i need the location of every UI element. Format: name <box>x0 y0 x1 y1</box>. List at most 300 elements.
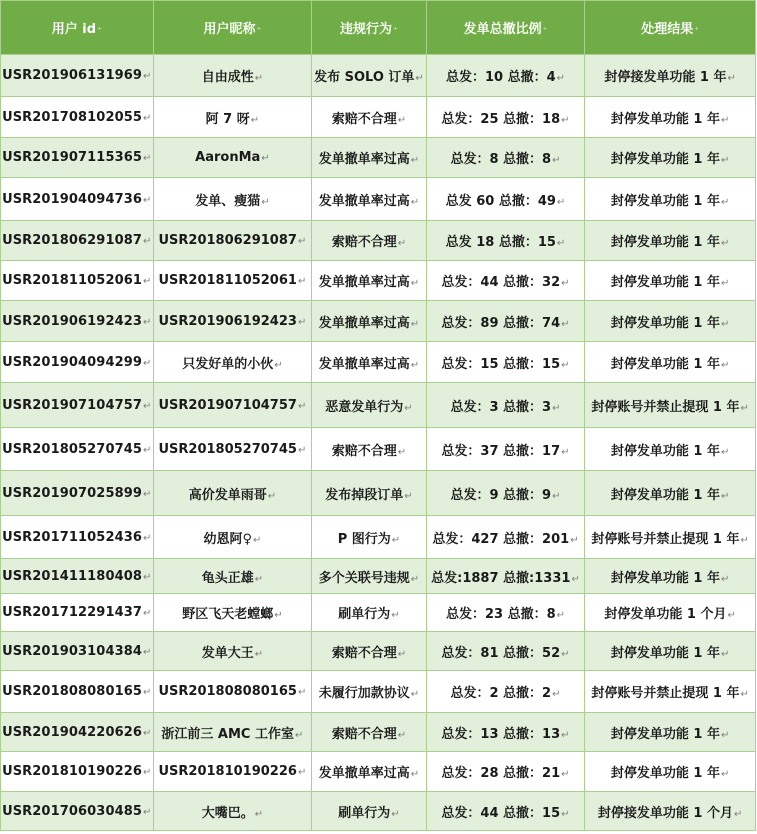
paragraph-mark-icon: ↵ <box>740 689 749 700</box>
paragraph-mark-icon: ↵ <box>410 359 420 371</box>
cell-violation[interactable] <box>312 559 426 594</box>
cell-result[interactable] <box>585 138 756 178</box>
cell-ratio[interactable] <box>426 178 585 221</box>
cell-ratio-text: 总发：81 总撤：52 <box>441 645 561 661</box>
paragraph-mark-icon: ↵ <box>143 444 152 456</box>
paragraph-mark-icon: ↵ <box>561 318 570 330</box>
cell-nickname[interactable] <box>153 138 312 178</box>
cell-nickname[interactable] <box>153 713 312 752</box>
paragraph-mark-icon: ↵ <box>143 153 152 164</box>
paragraph-mark-icon: ↵ <box>261 153 270 164</box>
cell-result-text: 封停发单功能 1 年 <box>610 152 720 167</box>
paragraph-mark-icon: ↵ <box>556 196 566 208</box>
paragraph-mark-icon: ↵ <box>556 610 566 621</box>
paragraph-mark-icon: ↵ <box>143 571 152 583</box>
cell-result[interactable] <box>585 713 756 752</box>
paragraph-mark-icon: ↵ <box>143 727 152 739</box>
cell-violation[interactable] <box>312 97 426 138</box>
cell-nickname-text: 浙江前三 AMC 工作室 <box>161 726 294 742</box>
cell-user-id[interactable] <box>1 138 154 178</box>
paragraph-mark-icon: ↵ <box>570 534 579 546</box>
cell-violation-text: 恶意发单行为 <box>325 399 404 415</box>
paragraph-mark-icon: ↵ <box>274 359 283 371</box>
paragraph-mark-icon: ↵ <box>297 687 307 698</box>
cell-ratio[interactable] <box>426 559 585 594</box>
paragraph-mark-icon: ↵ <box>297 316 307 328</box>
cell-result-text: 封停发单功能 1 个月 <box>604 607 727 622</box>
paragraph-mark-icon: ↵ <box>297 444 307 456</box>
cell-violation-text: 索赔不合理 <box>331 235 397 250</box>
cell-result-text: 封停发单功能 1 年 <box>610 443 720 459</box>
paragraph-mark-icon: ↵ <box>143 357 152 369</box>
paragraph-mark-icon: ↵ <box>297 767 307 778</box>
cell-result[interactable] <box>585 261 756 301</box>
cell-user-id-text: USR201906192423 <box>2 313 143 329</box>
header-violation: 违规行为⁺ <box>312 1 426 55</box>
cell-user-id[interactable] <box>1 301 154 342</box>
paragraph-mark-icon: ↵ <box>552 155 561 166</box>
cell-result-text: 封停发单功能 1 年 <box>610 570 720 586</box>
paragraph-mark-icon: ↵ <box>143 806 152 818</box>
paragraph-mark-icon: ↵ <box>561 808 570 820</box>
paragraph-mark-icon: ↵ <box>561 278 570 289</box>
paragraph-mark-icon: ↵ <box>561 446 570 458</box>
paragraph-mark-icon: ↵ <box>721 155 730 166</box>
cell-ratio[interactable] <box>426 301 585 342</box>
paragraph-mark-icon: ↵ <box>397 648 407 660</box>
cell-user-id-text: USR201904094299 <box>2 354 143 370</box>
cell-violation-text: 发单撤单率过高 <box>318 315 410 331</box>
paragraph-mark-icon: ↵ <box>143 608 152 619</box>
paragraph-mark-icon: ↵ <box>561 648 570 660</box>
cell-violation[interactable] <box>312 752 426 792</box>
paragraph-mark-icon: ↵ <box>410 155 420 166</box>
paragraph-mark-icon: ↵ <box>561 114 570 126</box>
cell-nickname[interactable] <box>153 594 312 632</box>
cell-user-id-text: USR201712291437 <box>2 605 143 620</box>
paragraph-mark-icon: ↵ <box>721 446 730 458</box>
paragraph-mark-icon: ↵ <box>252 534 262 546</box>
cell-result-text: 封停账号并禁止提现 1 年 <box>591 399 740 415</box>
paragraph-mark-icon: ↵ <box>143 646 152 658</box>
cell-ratio[interactable] <box>426 428 585 471</box>
cell-violation[interactable] <box>312 471 426 516</box>
cell-violation[interactable] <box>312 632 426 671</box>
cell-violation[interactable] <box>312 342 426 383</box>
cell-user-id-text: USR201906131969 <box>2 68 143 83</box>
cell-nickname[interactable] <box>153 752 312 792</box>
header-nickname: 用户昵称⁺ <box>153 1 312 55</box>
cell-nickname[interactable] <box>153 632 312 671</box>
cell-result[interactable] <box>585 516 756 559</box>
paragraph-mark-icon: ↵ <box>410 689 420 700</box>
cell-nickname-text: 发单大王 <box>201 645 254 661</box>
cell-result-text: 封停接发单功能 1 年 <box>604 70 727 85</box>
paragraph-mark-icon: ↵ <box>721 278 730 289</box>
paragraph-mark-icon: ↵ <box>561 769 570 780</box>
paragraph-mark-icon: ↵ <box>143 71 152 82</box>
cell-ratio-text: 总发：44 总撤：15 <box>441 805 561 821</box>
cell-nickname-text: 龟头正雄 <box>201 570 254 586</box>
paragraph-mark-icon: ↵ <box>391 808 400 820</box>
cell-violation[interactable] <box>312 138 426 178</box>
paragraph-mark-icon: ↵ <box>391 610 400 621</box>
cell-user-id[interactable] <box>1 594 154 632</box>
cell-ratio[interactable] <box>426 516 585 559</box>
paragraph-mark-icon: ↵ <box>721 318 730 330</box>
table-row <box>1 632 756 671</box>
cell-user-id[interactable] <box>1 792 154 831</box>
cell-nickname[interactable] <box>153 792 312 831</box>
cell-ratio-text: 总发：13 总撤：13 <box>441 726 561 742</box>
cell-ratio-text: 总发：2 总撤：2 <box>450 686 552 701</box>
cell-ratio-text: 总发 18 总撤：15 <box>445 235 556 250</box>
cell-result[interactable] <box>585 428 756 471</box>
cell-violation-text: 发单撤单率过高 <box>318 766 410 781</box>
cell-result[interactable] <box>585 342 756 383</box>
cell-result-text: 封停发单功能 1 年 <box>610 111 720 127</box>
cell-user-id[interactable] <box>1 516 154 559</box>
paragraph-mark-icon: ↵ <box>143 400 152 412</box>
cell-violation[interactable] <box>312 301 426 342</box>
cell-ratio[interactable] <box>426 671 585 713</box>
cell-nickname-text: 野区飞天老螳螂 <box>182 607 274 622</box>
cell-user-id[interactable] <box>1 342 154 383</box>
cell-violation-text: 索赔不合理 <box>331 111 397 127</box>
cell-ratio-text: 总发：10 总撤：4 <box>445 70 556 85</box>
cell-nickname[interactable] <box>153 516 312 559</box>
cell-nickname[interactable] <box>153 428 312 471</box>
cell-user-id-text: USR201904220626 <box>2 724 143 740</box>
cell-violation[interactable] <box>312 792 426 831</box>
paragraph-mark-icon: ↵ <box>721 729 730 741</box>
cell-nickname-text: USR201808080165 <box>158 684 297 699</box>
cell-violation-text: 索赔不合理 <box>331 726 397 742</box>
paragraph-mark-icon: ↵ <box>721 359 730 371</box>
cell-result-text: 封停发单功能 1 年 <box>610 726 720 742</box>
cell-nickname[interactable] <box>153 261 312 301</box>
cell-violation-text: 发单撤单率过高 <box>318 193 410 209</box>
cell-user-id-text: USR201904094736 <box>2 191 143 207</box>
cell-ratio[interactable] <box>426 713 585 752</box>
paragraph-mark-icon: ↵ <box>397 729 407 741</box>
paragraph-mark-icon: ↵ <box>404 402 413 414</box>
cell-nickname[interactable] <box>153 178 312 221</box>
cell-ratio[interactable] <box>426 138 585 178</box>
table-row <box>1 97 756 138</box>
paragraph-mark-icon: ↵ <box>267 490 277 502</box>
table-row <box>1 792 756 831</box>
paragraph-mark-icon: ↵ <box>410 769 420 780</box>
header-user-id: 用户 id⁺ <box>1 1 154 55</box>
paragraph-mark-icon: ↵ <box>254 808 264 820</box>
paragraph-mark-icon: ↵ <box>410 196 420 208</box>
cell-user-id-text: USR201808080165 <box>2 684 143 699</box>
paragraph-mark-icon: ↵ <box>297 276 307 287</box>
paragraph-mark-icon: ↵ <box>397 114 407 126</box>
cell-result[interactable] <box>585 632 756 671</box>
cell-nickname[interactable] <box>153 342 312 383</box>
table-row <box>1 428 756 471</box>
cell-result-text: 封停发单功能 1 年 <box>610 356 720 372</box>
cell-user-id[interactable] <box>1 471 154 516</box>
cell-nickname[interactable] <box>153 55 312 97</box>
cell-violation-text: 发布 SOLO 订单 <box>314 70 415 85</box>
paragraph-mark-icon: ↵ <box>552 689 561 700</box>
cell-user-id[interactable] <box>1 428 154 471</box>
cell-user-id[interactable] <box>1 261 154 301</box>
paragraph-mark-icon: ↵ <box>295 729 304 741</box>
cell-ratio-text: 总发 60 总撤：49 <box>445 193 556 209</box>
cell-violation[interactable] <box>312 55 426 97</box>
table-row <box>1 55 756 97</box>
cell-violation-text: P 图行为 <box>337 531 391 547</box>
cell-user-id-text: USR201907025899 <box>2 485 143 501</box>
paragraph-mark-icon: ↵ <box>721 573 730 585</box>
cell-violation[interactable] <box>312 671 426 713</box>
cell-nickname-text: USR201810190226 <box>158 764 297 779</box>
paragraph-mark-icon: ↵ <box>561 729 570 741</box>
cell-violation-text: 发单撤单率过高 <box>318 356 410 372</box>
cell-user-id[interactable] <box>1 752 154 792</box>
paragraph-mark-icon: ↵ <box>410 278 420 289</box>
paragraph-mark-icon: ↵ <box>143 532 152 544</box>
cell-user-id[interactable] <box>1 55 154 97</box>
table-body <box>1 55 756 831</box>
cell-result[interactable] <box>585 594 756 632</box>
table-row <box>1 516 756 559</box>
cell-result-text: 封停发单功能 1 年 <box>610 193 720 209</box>
cell-result[interactable] <box>585 383 756 428</box>
cell-nickname[interactable] <box>153 671 312 713</box>
cell-nickname-text: 高价发单雨哥 <box>188 487 267 503</box>
cell-nickname[interactable] <box>153 97 312 138</box>
paragraph-mark-icon: ↵ <box>397 238 407 249</box>
cell-result[interactable] <box>585 471 756 516</box>
cell-nickname[interactable] <box>153 559 312 594</box>
paragraph-mark-icon: ↵ <box>734 808 743 820</box>
cell-nickname-text: USR201805270745 <box>158 441 297 457</box>
paragraph-mark-icon: ↵ <box>297 236 307 247</box>
cell-user-id-text: USR201903104384 <box>2 643 143 659</box>
paragraph-mark-icon: ↵ <box>410 318 420 330</box>
cell-violation-text: 发单撤单率过高 <box>318 152 410 167</box>
table-row <box>1 671 756 713</box>
paragraph-mark-icon: ↵ <box>143 767 152 778</box>
paragraph-mark-icon: ↵ <box>410 573 420 585</box>
table-row <box>1 301 756 342</box>
cell-user-id[interactable] <box>1 713 154 752</box>
cell-ratio-text: 总发：37 总撤：17 <box>441 443 561 459</box>
paragraph-mark-icon: ↵ <box>552 402 561 414</box>
cell-ratio[interactable] <box>426 471 585 516</box>
paragraph-mark-icon: ↵ <box>143 194 152 206</box>
table-row <box>1 713 756 752</box>
cell-violation[interactable] <box>312 261 426 301</box>
cell-ratio-text: 总发：427 总撤：201 <box>432 531 570 547</box>
cell-result[interactable] <box>585 559 756 594</box>
cell-user-id[interactable] <box>1 671 154 713</box>
paragraph-mark-icon: ↵ <box>143 276 152 287</box>
cell-ratio[interactable] <box>426 752 585 792</box>
cell-nickname[interactable] <box>153 221 312 261</box>
table-row <box>1 342 756 383</box>
cell-result-text: 封停发单功能 1 年 <box>610 766 720 781</box>
paragraph-mark-icon: ↵ <box>297 400 307 412</box>
cell-user-id[interactable] <box>1 383 154 428</box>
paragraph-mark-icon: ↵ <box>415 73 424 84</box>
cell-violation[interactable] <box>312 713 426 752</box>
cell-ratio[interactable] <box>426 594 585 632</box>
cell-user-id-text: USR201811052061 <box>2 273 143 288</box>
cell-ratio-text: 总发:1887 总撤:1331 <box>431 570 571 586</box>
cell-ratio[interactable] <box>426 383 585 428</box>
cell-violation-text: 索赔不合理 <box>331 443 397 459</box>
cell-violation-text: 发单撤单率过高 <box>318 275 410 290</box>
cell-user-id-text: USR201706030485 <box>2 803 143 819</box>
cell-ratio-text: 总发：25 总撤：18 <box>441 111 561 127</box>
cell-nickname[interactable] <box>153 383 312 428</box>
paragraph-mark-icon: ↵ <box>571 573 580 585</box>
cell-ratio[interactable] <box>426 261 585 301</box>
cell-violation-text: 未履行加款协议 <box>318 686 410 701</box>
cell-violation[interactable] <box>312 428 426 471</box>
cell-result-text: 封停账号并禁止提现 1 年 <box>591 686 740 701</box>
paragraph-mark-icon: ↵ <box>254 573 264 585</box>
cell-violation-text: 刷单行为 <box>338 805 391 821</box>
cell-ratio[interactable] <box>426 97 585 138</box>
cell-nickname-text: USR201907104757 <box>158 397 297 413</box>
paragraph-mark-icon: ↵ <box>556 238 566 249</box>
cell-nickname-text: 只发好单的小伙 <box>182 356 274 372</box>
paragraph-mark-icon: ↵ <box>404 490 413 502</box>
cell-nickname-text: USR201906192423 <box>158 313 297 329</box>
cell-ratio[interactable] <box>426 632 585 671</box>
cell-ratio[interactable] <box>426 792 585 831</box>
paragraph-mark-icon: ↵ <box>721 196 730 208</box>
paragraph-mark-icon: ↵ <box>254 73 264 84</box>
cell-user-id-text: USR201411180408 <box>2 568 143 584</box>
table-row <box>1 383 756 428</box>
paragraph-mark-icon: ↵ <box>143 687 152 698</box>
cell-result[interactable] <box>585 792 756 831</box>
cell-user-id-text: USR201810190226 <box>2 764 143 779</box>
paragraph-mark-icon: ↵ <box>721 238 730 249</box>
cell-violation-text: 索赔不合理 <box>331 645 397 661</box>
cell-nickname-text: 大嘴巴。 <box>201 805 254 821</box>
cell-result[interactable] <box>585 752 756 792</box>
paragraph-mark-icon: ↵ <box>721 490 730 502</box>
cell-ratio[interactable] <box>426 55 585 97</box>
cell-result[interactable] <box>585 97 756 138</box>
paragraph-mark-icon: ↵ <box>143 316 152 328</box>
cell-violation-text: 刷单行为 <box>338 607 391 622</box>
cell-result-text: 封停接发单功能 1 个月 <box>597 805 733 821</box>
cell-result-text: 封停账号并禁止提现 1 年 <box>591 531 740 547</box>
paragraph-mark-icon: ↵ <box>721 769 730 780</box>
table-row <box>1 261 756 301</box>
paragraph-mark-icon: ↵ <box>254 648 264 660</box>
table-row <box>1 138 756 178</box>
header-ratio: 发单总撤比例⁺ <box>426 1 585 55</box>
paragraph-mark-icon: ↵ <box>721 114 730 126</box>
cell-user-id-text: USR201805270745 <box>2 441 143 457</box>
cell-user-id[interactable] <box>1 632 154 671</box>
cell-ratio[interactable] <box>426 342 585 383</box>
cell-user-id[interactable] <box>1 97 154 138</box>
table-row <box>1 559 756 594</box>
cell-result[interactable] <box>585 671 756 713</box>
table-row <box>1 178 756 221</box>
paragraph-mark-icon: ↵ <box>143 112 152 124</box>
cell-user-id[interactable] <box>1 221 154 261</box>
paragraph-mark-icon: ↵ <box>556 73 566 84</box>
paragraph-mark-icon: ↵ <box>261 196 270 208</box>
paragraph-mark-icon: ↵ <box>561 359 570 371</box>
cell-violation[interactable] <box>312 594 426 632</box>
cell-result-text: 封停发单功能 1 年 <box>610 235 720 250</box>
cell-ratio-text: 总发：89 总撤：74 <box>441 315 561 331</box>
cell-violation[interactable] <box>312 221 426 261</box>
cell-violation-text: 多个关联号违规 <box>318 570 410 586</box>
cell-user-id-text: USR201708102055 <box>2 109 143 125</box>
cell-ratio-text: 总发：15 总撤：15 <box>441 356 561 372</box>
table-row <box>1 221 756 261</box>
cell-result[interactable] <box>585 301 756 342</box>
cell-result-text: 封停发单功能 1 年 <box>610 315 720 331</box>
cell-ratio[interactable] <box>426 221 585 261</box>
paragraph-mark-icon: ↵ <box>250 114 260 126</box>
cell-nickname[interactable] <box>153 301 312 342</box>
cell-result-text: 封停发单功能 1 年 <box>610 275 720 290</box>
cell-violation[interactable] <box>312 516 426 559</box>
header-result: 处理结果⁺ <box>585 1 756 55</box>
cell-violation[interactable] <box>312 383 426 428</box>
cell-result[interactable] <box>585 178 756 221</box>
cell-result-text: 封停发单功能 1 年 <box>610 487 720 503</box>
cell-user-id[interactable] <box>1 559 154 594</box>
paragraph-mark-icon: ↵ <box>552 490 561 502</box>
cell-user-id-text: USR201711052436 <box>2 529 143 545</box>
table-row <box>1 594 756 632</box>
cell-ratio-text: 总发：3 总撤：3 <box>450 399 552 415</box>
cell-violation-text: 发布掉段订单 <box>325 487 404 503</box>
cell-nickname-text: 自由成性 <box>201 70 254 85</box>
paragraph-mark-icon: ↵ <box>397 446 407 458</box>
paragraph-mark-icon: ↵ <box>143 236 152 247</box>
cell-nickname-text: 发单、瘦猫 <box>195 193 261 209</box>
paragraph-mark-icon: ↵ <box>740 402 749 414</box>
cell-ratio-text: 总发：23 总撤：8 <box>445 607 556 622</box>
cell-violation[interactable] <box>312 178 426 221</box>
cell-result[interactable] <box>585 221 756 261</box>
cell-user-id-text: USR201907115365 <box>2 150 143 165</box>
paragraph-mark-icon: ↵ <box>143 488 152 500</box>
paragraph-mark-icon: ↵ <box>274 610 283 621</box>
cell-user-id[interactable] <box>1 178 154 221</box>
cell-nickname-text: AaronMa <box>195 150 261 165</box>
cell-ratio-text: 总发：28 总撤：21 <box>441 766 561 781</box>
cell-ratio-text: 总发：9 总撤：9 <box>450 487 552 503</box>
header-row <box>1 1 756 55</box>
cell-nickname[interactable] <box>153 471 312 516</box>
paragraph-mark-icon: ↵ <box>391 534 401 546</box>
table-row <box>1 752 756 792</box>
cell-result[interactable] <box>585 55 756 97</box>
cell-result-text: 封停发单功能 1 年 <box>610 645 720 661</box>
table-row <box>1 471 756 516</box>
cell-nickname-text: 阿 7 呀 <box>205 111 250 127</box>
